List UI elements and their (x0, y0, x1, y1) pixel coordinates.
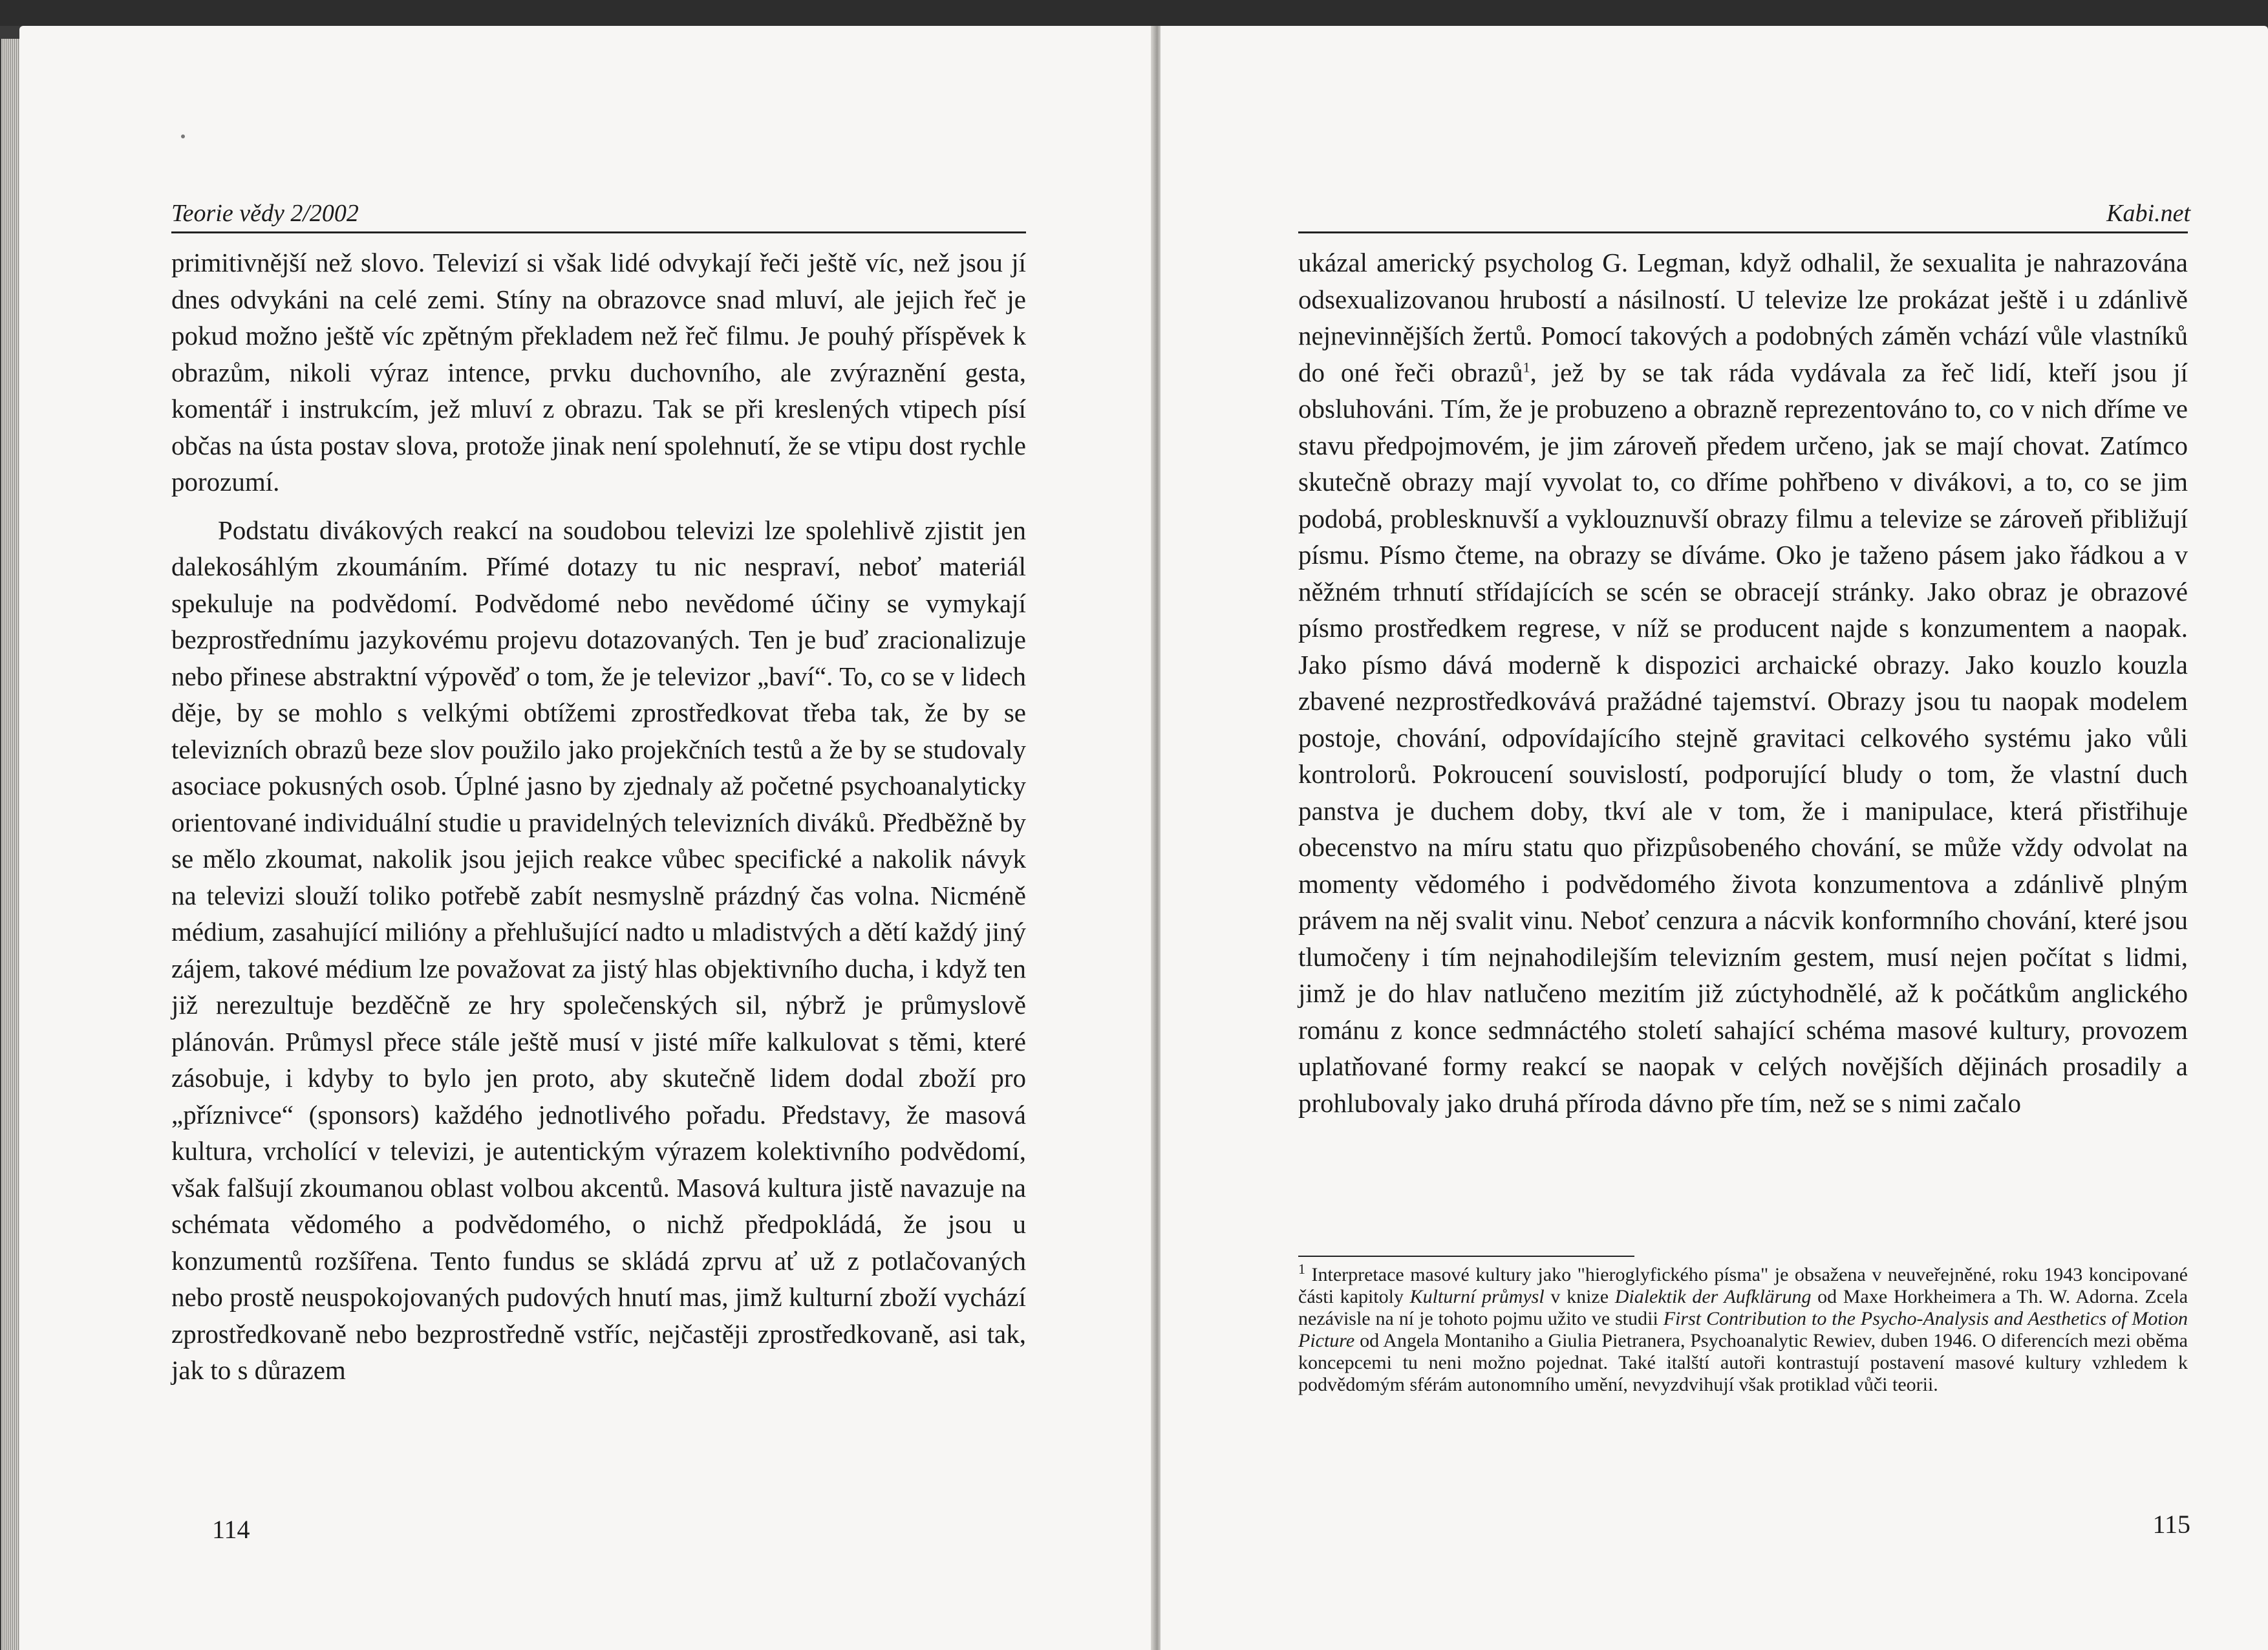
footnote-italic: First Contribution to the Psycho-Analysis and Aesthetics of Motion Picture (1298, 1308, 2188, 1351)
header-rule-right (1298, 231, 2188, 233)
footnote-text: od Angela Montaniho a Giulia Pietranera, Psychoanalytic Rewiev, duben 1946. O diferencích mezi oběma koncepcemi tu neni možno pojednat. Také italští autoři kontrastují postavení masové kultury vzhledem k podvědomým sférám autonomního umění, nevyzdvihují však protiklad vůči teorii. (1298, 1330, 2188, 1395)
footnote (1298, 1261, 2188, 1396)
footnote-text: Interpretace masové kultury jako "hieroglyfického písma" je obsažena v neuveřejněné, roku 1943 koncipované části kapitoly (1298, 1264, 2188, 1307)
page-number-left: 114 (212, 1515, 250, 1544)
right-body-text (1298, 244, 2188, 1121)
footnote-ref: 1 (1523, 358, 1530, 375)
paragraph-text: ukázal americký psycholog G. Legman, když odhalil, že sexualita je nahrazována odsexualizovanou hrubostí a násilností. U televize lze prokázat ještě i u zdánlivě nejnevinnějších žertů. Pomocí takových a podobných záměn vchází vůle vlastníků do oné řeči obrazů (1298, 248, 2188, 387)
running-head-left: Teorie vědy 2/2002 (171, 200, 359, 227)
scan-background (0, 0, 2268, 26)
paragraph: Podstatu divákových reakcí na soudobou televizi lze spolehlivě zjistit jen dalekosáhlým zkoumáním. Přímé dotazy tu nic nespraví, neboť materiál spekuluje na podvědomí. Podvědomé nebo nevědomé účiny se vymykají bezprostřednímu jazykovému projevu dotazovaných. Ten je buď zracionalizuje nebo přinese abstraktní výpověď o tom, že je televizor „baví“. To, co se v lidech děje, by se mohlo s velkými obtížemi zprostředkovat třeba tak, že by se televizních obrazů beze slov použilo jako projekčních testů a že by se studovaly asociace pokusných osob. Úplné jasno by zjednaly až početné psychoanalyticky orientované individuální studie u pravidelných televizních diváků. Předběžně by se mělo zkoumat, nakolik jsou jejich reakce vůbec specifické a nakolik návyk na televizi slouží toliko potřebě zabít nesmyslně prázdný čas volna. Nicméně médium, zasahující milióny a přehlušující nadto u mladistvých a dětí každý jiný zájem, takové médium lze považovat za jistý hlas objektivního ducha, i když ten již nerezultuje bezděčně ze hry společenských sil, nýbrž je průmyslově plánován. Průmysl přece stále ještě musí v jisté míře kalkulovat s těmi, které zásobuje, i kdyby to bylo jen proto, aby skutečně lidem dodal zboží pro „příznivce“ (sponsors) každého jednotlivého pořadu. Představy, že masová kultura, vrcholící v televizi, je autentickým výrazem kolektivního podvědomí, však falšují zkoumanou oblast volbou akcentů. Masová kultura jistě navazuje na schémata vědomého a podvědomého, o nichž předpokládá, že jsou u konzumentů rozšířena. Tento fundus se skládá zprvu ať už z potlačovaných nebo prostě neuspokojovaných pudových hnutí mas, jimž kulturní zboží vychází zprostředkovaně nebo bezprostředně vstříc, nejčastěji zprostředkovaně, asi tak, jak to s důrazem (171, 515, 1026, 1385)
footnote-italic: Kulturní průmysl (1409, 1286, 1545, 1307)
paragraph-text: , jež by se tak ráda vydávala za řeč lidí, kteří jsou jí obsluhováni. Tím, že je probuzeno a obrazně reprezentováno to, co v nich dříme ve stavu předpojmovém, je jim zároveň předem určeno, jak se mají chovat. Zatímco skutečně obrazy mají vyvolat to, co dříme pohřbeno v divákovi, a to, co se jim podobá, problesknuvší a vyklouznuvší obrazy filmu a televize se zároveň přibližují písmu. Písmo čteme, na obrazy se díváme. Oko je taženo pásem jako řádkou a v něžném trhnutí střídajících se scén se obracejí stránky. Jako obraz je obrazové písmo prostředkem regrese, v níž se producent najde s konzumentem a naopak. Jako písmo dává moderně k dispozici archaické obrazy. Jako kouzlo kouzla zbavené nezprostředkovává pražádné tajemství. Obrazy jsou tu naopak modelem postoje, chování, odpovídajícího stejně gravitaci celkového systému jako vůli kontrolorů. Pokroucení souvislostí, podporující bludy o tom, že vlastní duch panstva je duchem doby, tkví ale v tom, že i manipulace, která přistřihuje obecenstvo na míru statu quo přizpůsobeného chování, se může vždy odvolat na momenty vědomého i podvědomého života konzumentova a zdánlivě plným právem na něj svalit vinu. Neboť cenzura a nácvik konformního chování, které jsou tlumočeny i tím nejnahodilejším televizním gestem, musí nejen počítat s lidmi, jimž je do hlav natlučeno mezitím již zúctyhodnělé, až k počátkům anglického románu z konce sedmnáctého století sahající schéma masové kultury, provozem uplatňované formy reakcí se naopak v celých novějších dějinách prosadily a prohlubovaly jako druhá příroda dávno pře tím, než se s nimi začalo (1298, 357, 2188, 1118)
left-body-text (171, 244, 1026, 1389)
footnote-text: od Maxe Horkheimera a Th. W. Adorna. Zcela nezávisle na ní je tohoto pojmu užito ve studii (1298, 1286, 2188, 1329)
running-head-right: Kabi.net (2106, 200, 2190, 227)
speck (181, 134, 185, 138)
footnote-text: v knize (1544, 1286, 1615, 1307)
page-number-right: 115 (2152, 1510, 2190, 1539)
footnote-marker: 1 (1298, 1261, 1305, 1277)
left-page (19, 26, 1156, 1650)
header-rule-left (171, 231, 1026, 233)
footnote-italic: Dialektik der Aufklärung (1614, 1286, 1812, 1307)
paragraph (1298, 244, 2188, 1121)
paragraph: primitivnější než slovo. Televizí si však lidé odvykají řeči ještě víc, než jsou jí dnes odvykáni na celé zemi. Stíny na obrazovce snad mluví, ale jejich řeč je pokud možno ještě víc zpětným překladem než řeč filmu. Je pouhý příspěvek k obrazům, nikoli výraz intence, prvku duchovního, ale zvýraznění gesta, komentář i instrukcím, jež mluví z obrazu. Tak se při kreslených vtipech písí občas na ústa postav slova, protože jinak není spolehnutí, že se vtipu dost rychle porozumí. (171, 248, 1026, 497)
right-page (1161, 26, 2268, 1650)
footnote-rule (1298, 1256, 1634, 1257)
